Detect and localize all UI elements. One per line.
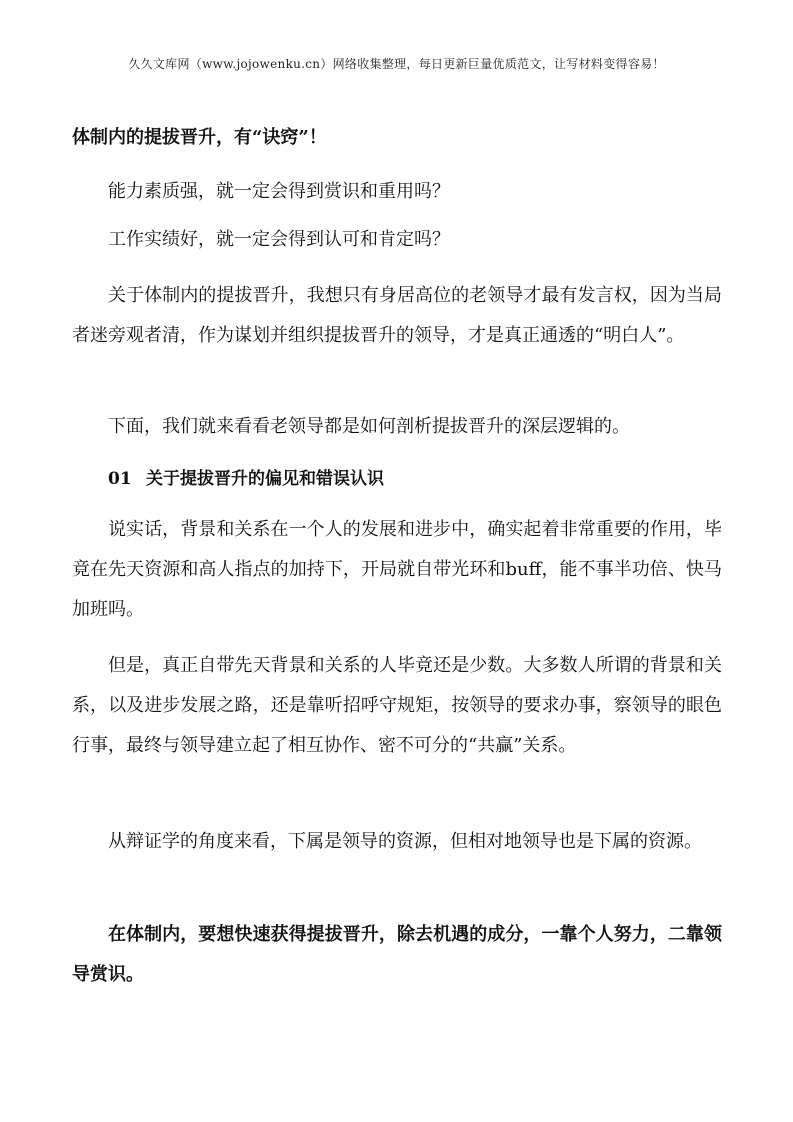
conclusion-paragraph: 在体制内，要想快速获得提拔晋升，除去机遇的成分，一靠个人努力，二靠领导赏识。 [72, 924, 722, 985]
intro-paragraph-transition: 下面，我们就来看看老领导都是如何剖析提拔晋升的深层逻辑的。 [108, 416, 630, 437]
section-heading [108, 466, 384, 492]
section-paragraph-relations: 但是，真正自带先天背景和关系的人毕竟还是少数。大多数人所谓的背景和关系，以及进步发展之路，还是靠听招呼守规矩，按领导的要求办事，察领导的眼色行事，最终与领导建立起了相互协作、密不可分的“共赢”关系。 [72, 655, 722, 756]
section-paragraph-background: 说实话，背景和关系在一个人的发展和进步中，确实起着非常重要的作用，毕竟在先天资源和高人指点的加持下，开局就自带光环和buff，能不事半功倍、快马加班吗。 [72, 519, 722, 620]
section-number: 01 [108, 469, 132, 489]
section-paragraph-dialectics: 从辩证学的角度来看，下属是领导的资源，但相对地领导也是下属的资源。 [108, 831, 702, 852]
intro-question-2: 工作实绩好，就一定会得到认可和肯定吗？ [108, 229, 450, 250]
page-header: 久久文库网（www.jojowenku.cn）网络收集整理，每日更新巨量优质范文，让写材料变得容易！ [128, 57, 665, 71]
intro-question-1: 能力素质强，就一定会得到赏识和重用吗？ [108, 181, 450, 202]
article-title: 体制内的提拔晋升，有“诀窍”！ [72, 127, 327, 148]
intro-paragraph-leaders: 关于体制内的提拔晋升，我想只有身居高位的老领导才最有发言权，因为当局者迷旁观者清，作为谋划并组织提拔晋升的领导，才是真正通透的“明白人”。 [72, 285, 722, 346]
section-title: 关于提拔晋升的偏见和错误认识 [146, 469, 384, 489]
